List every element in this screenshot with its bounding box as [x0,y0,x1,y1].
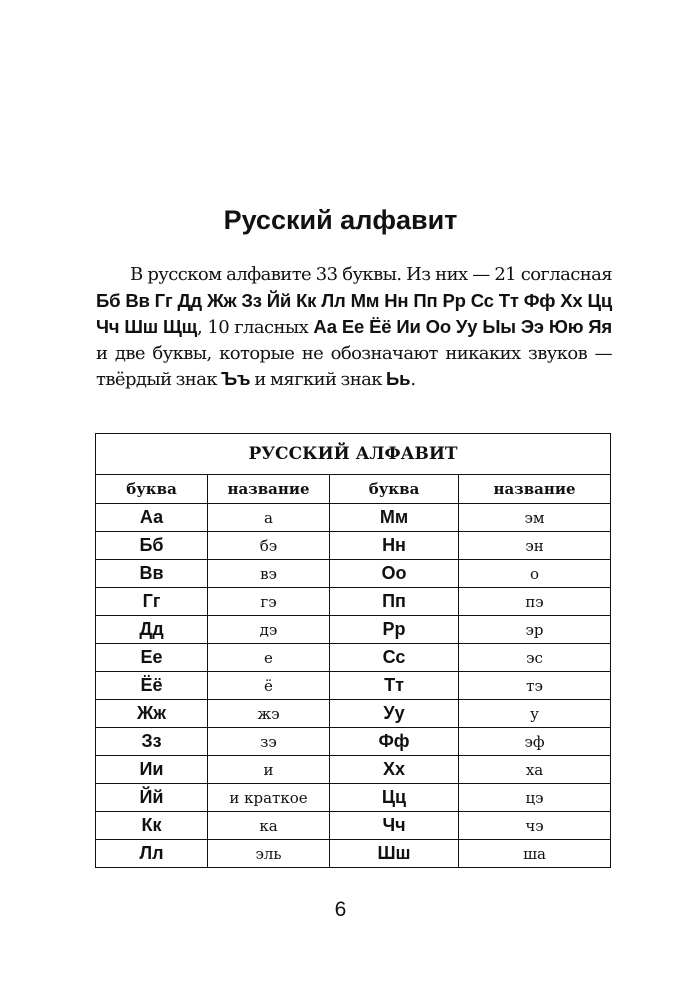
letter-cell: Цц [330,784,459,812]
column-header-letter: буква [96,475,208,504]
table-row [96,644,611,672]
letter-name-cell: гэ [208,588,330,616]
letter-cell: Хх [330,756,459,784]
letter-cell: Бб [96,532,208,560]
letter-name-cell: дэ [208,616,330,644]
page-number: 6 [334,898,347,921]
intro-text-3: и две буквы, которые не обозначают никаких звуков — твёрдый знак [96,342,612,390]
letter-name-cell: пэ [459,588,611,616]
letter-name-cell: цэ [459,784,611,812]
consonant-letters: Бб Вв Гг Дд Жж Зз Йй Кк Лл Мм Нн Пп Рр Сс Тт Фф Хх Цц Чч Шш Щщ [96,289,612,337]
letter-cell: Сс [330,644,459,672]
letter-name-cell: эль [208,840,330,868]
table-row [96,588,611,616]
column-header-name: название [459,475,611,504]
letter-name-cell: ша [459,840,611,868]
letter-cell: Ёё [96,672,208,700]
table-row [96,784,611,812]
letter-name-cell: о [459,560,611,588]
letter-name-cell: эр [459,616,611,644]
letter-name-cell: чэ [459,812,611,840]
table-row [96,672,611,700]
letter-cell: Аа [96,504,208,532]
intro-text-1: В русском алфавите 33 буквы. Из них — 21 согласная [130,264,612,285]
table-row [96,700,611,728]
letter-name-cell: ё [208,672,330,700]
letter-name-cell: вэ [208,560,330,588]
letter-cell: Фф [330,728,459,756]
letter-name-cell: ха [459,756,611,784]
table-caption: РУССКИЙ АЛФАВИТ [96,434,611,475]
letter-name-cell: зэ [208,728,330,756]
letter-cell: Шш [330,840,459,868]
letter-name-cell: ка [208,812,330,840]
letter-name-cell: а [208,504,330,532]
letter-name-cell: эф [459,728,611,756]
intro-text-5: . [410,369,416,390]
letter-name-cell: эн [459,532,611,560]
letter-name-cell: и краткое [208,784,330,812]
letter-cell: Йй [96,784,208,812]
letter-cell: Оо [330,560,459,588]
letter-cell: Нн [330,532,459,560]
soft-sign: Ьь [386,368,411,389]
letter-cell: Чч [330,812,459,840]
letter-cell: Рр [330,616,459,644]
letter-cell: Жж [96,700,208,728]
hard-sign: Ъъ [221,368,251,389]
letter-cell: Мм [330,504,459,532]
table-row [96,532,611,560]
letter-cell: Вв [96,560,208,588]
table-row [96,812,611,840]
letter-cell: Зз [96,728,208,756]
table-row [96,616,611,644]
intro-text-4: и мягкий знак [250,369,387,390]
letter-cell: Тт [330,672,459,700]
letter-cell: Ии [96,756,208,784]
letter-cell: Гг [96,588,208,616]
column-header-name: название [208,475,330,504]
table-row [96,504,611,532]
letter-name-cell: эс [459,644,611,672]
table-row [96,756,611,784]
letter-name-cell: тэ [459,672,611,700]
letter-cell: Уу [330,700,459,728]
letter-cell: Пп [330,588,459,616]
table-row [96,560,611,588]
letter-name-cell: эм [459,504,611,532]
letter-cell: Дд [96,616,208,644]
vowel-letters: Аа Ее Ёё Ии Оо Уу Ыы Ээ Юю Яя [313,316,612,337]
intro-text-2: , 10 гласных [197,317,314,338]
letter-name-cell: бэ [208,532,330,560]
letter-cell: Ее [96,644,208,672]
table-row [96,840,611,868]
letter-cell: Кк [96,812,208,840]
letter-name-cell: у [459,700,611,728]
page-title: Русский алфавит [223,205,458,235]
letter-name-cell: жэ [208,700,330,728]
alphabet-table [95,433,611,868]
letter-cell: Лл [96,840,208,868]
intro-paragraph [96,262,612,393]
table-row [96,728,611,756]
column-header-letter: буква [330,475,459,504]
letter-name-cell: и [208,756,330,784]
letter-name-cell: е [208,644,330,672]
